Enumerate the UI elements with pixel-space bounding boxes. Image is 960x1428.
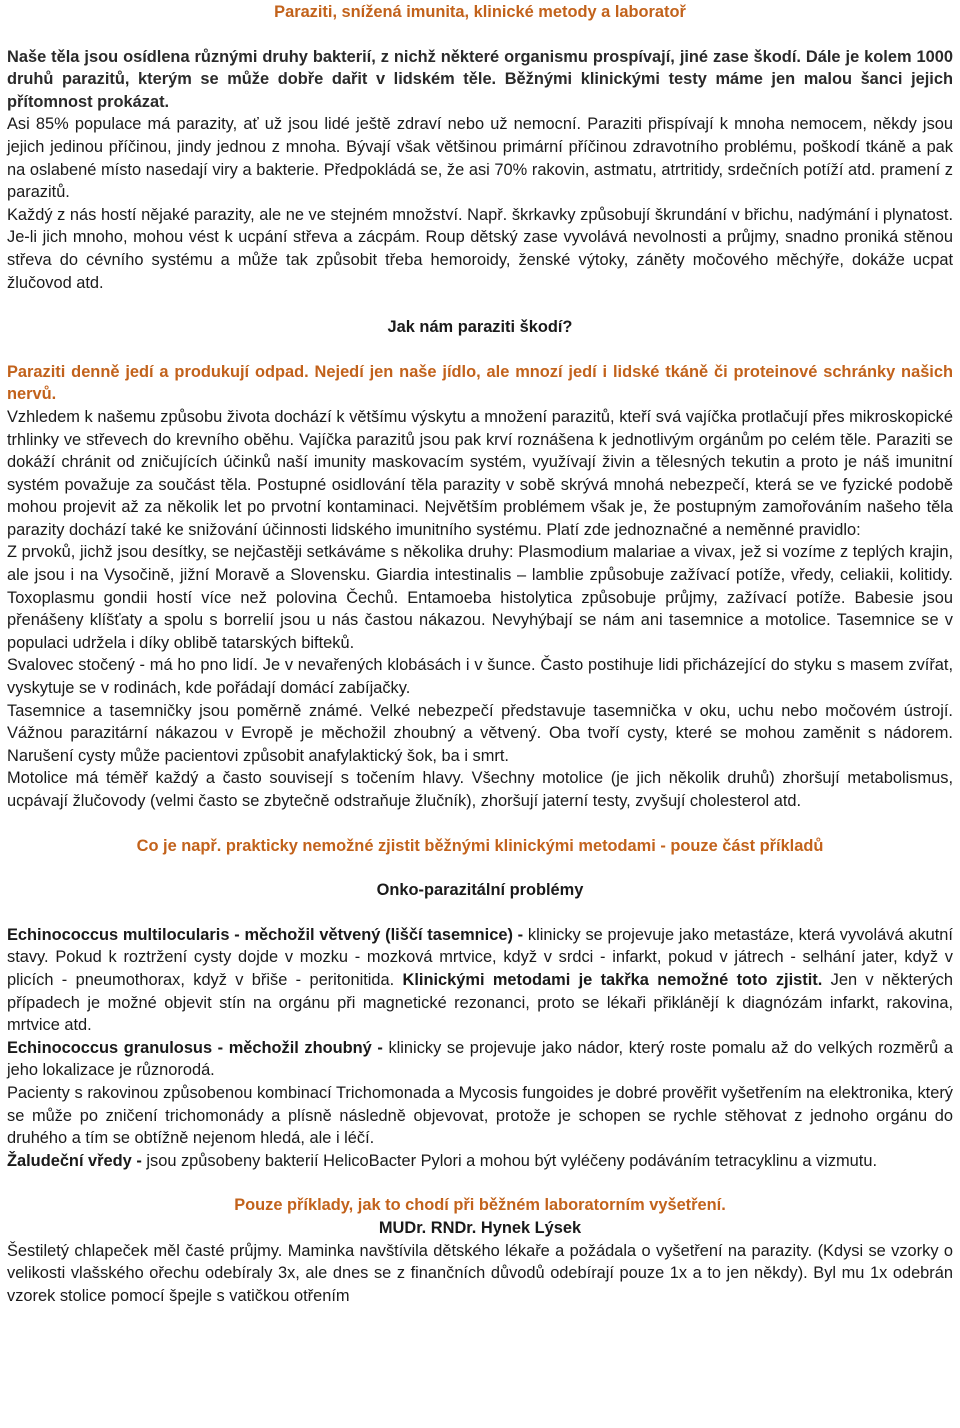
section-heading-how-parasites-harm: Jak nám paraziti škodí? [387, 318, 573, 337]
section2-paragraph-2 [7, 1037, 953, 1082]
section2-p1-emphasis: Klinickými metodami je takřka nemožné toto zjistit. [402, 970, 823, 989]
section-heading-lab-examples: Pouze příklady, jak to chodí při běžném laboratorním vyšetření. [234, 1196, 726, 1215]
section2-p4-text: jsou způsobeny bakterií HelicoBacter Pylori a mohou být vyléčeny podáváním tetracyklinu a vizmutu. [141, 1151, 878, 1170]
section3-paragraph-1: Šestiletý chlapeček měl časté průjmy. Maminka navštívila dětského lékaře a požádala o vyšetření na parazity. (Kdysi se vzorky o velikosti vlašského ořechu odebíraly 3x, ale dnes se z finančních důvodů odebírají pouze 1x a to jen někdy). Byl mu 1x odebrán vzorek stolice pomocí špejle s vatičkou otřením [7, 1241, 953, 1305]
section1-paragraph-5: Motolice má téměř každý a často souvisejí s točením hlavy. Všechny motolice (je jich několik druhů) zhoršují metabolismus, ucpávají žlučovody (velmi často se zbytečně odstraňuje žlučník), zhoršují jaterní testy, zvyšují cholesterol atd. [7, 769, 953, 810]
section-heading-clinical-limits: Co je např. prakticky nemožné zjistit běžnými klinickými metodami - pouze část příkladů [136, 836, 824, 855]
gastric-ulcers-label: Žaludeční vředy - [7, 1151, 142, 1170]
intro-bold-paragraph: Naše těla jsou osídlena různými druhy bakterií, z nichž některé organismu prospívají, jiné zase škodí. Dále je kolem 1000 druhů parazitů, kterým se může dobře dařit v lidském těle. Běžnými klinickými testy máme jen malou šanci jejich přítomnost prokázat. [7, 47, 953, 111]
section2-paragraph-3: Pacienty s rakovinou způsobenou kombinací Trichomonada a Mycosis fungoides je dobré prověřit vyšetřením na elektronika, který se může po zničení trichomonády a plísně následně objevovat, protože je schopen se rychle stěhovat z jednoho orgánu do druhého a tím se obtížně nejenom hledá, ale i léčí. [7, 1083, 953, 1148]
intro-paragraph-3: Každý z nás hostí nějaké parazity, ale ne ve stejném množství. Např. škrkavky způsobují škrundání v břichu, nadýmání i plynatost. Je-li jich mnoho, mohou vést k ucpání střeva a zácpám. Roup dětský zase vyvolává nevolnosti a průjmy, snadno proniká stěnou střeva do cévního systému a může tak způsobit třeba hemoroidy, ženské výtoky, záněty močového měchýře, dokáže ucpat žlučovod atd. [7, 205, 953, 292]
section2-p1-text: klinicky se projevuje jako metastáze, která vyvolává akutní stavy. Pokud k roztržení cysty dojde v mozku - mozková mrtvice, když v srdci - infarkt, pokud v játrech - selhání jater, když v plicích - pneumothorax, když v břiše - peritonitida. [7, 925, 953, 989]
section1-paragraph-4: Tasemnice a tasemničky jsou poměrně známé. Velké nebezpečí představuje tasemnička v oku, uchu nebo močovém ústrojí. Vážnou parazitární nákazou v Evropě je měchožil zhoubný a větvený. Oba tvoří cysty, které se mohou zaměnit s nádorem. Narušení cysty může pacientovi způsobit anafylaktický šok, ba i smrt. [7, 701, 953, 765]
section2-p1-text2: Jen v některých případech je možné objevit stín na orgánu při magnetické rezonanci, proto se lékaři přiklánějí k diagnózám infarkt, rakovina, mrtvice atd. [7, 970, 953, 1035]
section-subheading-onko: Onko-parazitální problémy [376, 881, 584, 900]
section1-paragraph-1: Vzhledem k našemu způsobu života dochází k většímu výskytu a množení parazitů, kteří svá vajíčka protlačují přes mikroskopické trhlinky ve střevech do krevního oběhu. Vajíčka parazitů jsou pak krví roznášena k jednotlivým orgánům po celém těle. Paraziti se dokáží chránit od zničujících účinků naší imunity maskovacím systém, využívají živin a tělesných tekutin a proto je náš imunitní systém považuje za součást těla. Postupné osidlování těla parazity v sobě skrývá mnohá nebezpečí, která se ve fyzické podobě mohou projevit až za několik let po prvotní kontaminaci. Největším problémem však je, že postupným zamořováním našeho těla parazity dochází také ke snižování účinnosti lidského imunitního systému. Platí zde jednoznačné a neměnné pravidlo: [7, 407, 953, 539]
section2-p2-text: klinicky se projevuje jako nádor, který roste pomalu až do velkých rozměrů a jeho lokalizace je různorodá. [7, 1038, 954, 1080]
intro-paragraph-2: Asi 85% populace má parazity, ať už jsou lidé ještě zdraví nebo už nemocní. Paraziti přispívají k mnoha nemocem, někdy jsou jejich jedinou příčinou, jindy jednou z mnoha. Bývají však většinou primární příčinou zdravotního problému, poškodí tkáně a pak na oslabené místo nasedají viry a bakterie. Předpokládá se, že asi 70% rakovin, astmatu, atrtritidy, srdečních potíží atd. pramení z parazitů. [7, 115, 953, 202]
section2-paragraph-4 [7, 1150, 953, 1173]
section1-paragraph-3: Svalovec stočený - má ho pno lidí. Je v nevařených klobásách i v šunce. Často postihuje lidi přicházející do styku s masem zvířat, vyskytuje se v rodinách, kde pořádají domácí zabíjačky. [7, 656, 953, 698]
author-name: MUDr. RNDr. Hynek Lýsek [378, 1218, 582, 1237]
section1-paragraph-2: Z prvoků, jichž jsou desítky, se nejčastěji setkáváme s několika druhy: Plasmodium malariae a vivax, jež si vozíme z teplých krajin, ale jsou i na Vysočině, jižní Moravě a Slovensku. Giardia intestinalis – lamblie způsobuje zažívací potíže, vředy, celiakii, kolitidy. Toxoplasmu gondii hostí více než polovina Čechů. Entamoeba histolytica způsobuje průjmy, zažívací potíže. Babesie jsou přenášeny klíšťaty a spolu s borrelií jsou u nás častou nákazou. Nevyhýbají se nám ani tasemnice a motolice. Tasemnice se v populaci udržela i díky oblibě tatarských bifteků. [7, 543, 953, 652]
echinococcus-multilocularis-label: Echinococcus multilocularis - měchožil větvený (liščí tasemnice) - [7, 925, 524, 944]
section1-lead: Paraziti denně jedí a produkují odpad. Nejedí jen naše jídlo, ale mnozí jedí i lidské tkáně či proteinové schránky našich nervů. [7, 362, 953, 404]
page-title: Paraziti, snížená imunita, klinické metody a laboratoř [274, 3, 686, 21]
echinococcus-granulosus-label: Echinococcus granulosus - měchožil zhoubný - [7, 1038, 383, 1057]
section2-paragraph-1 [7, 924, 953, 1037]
